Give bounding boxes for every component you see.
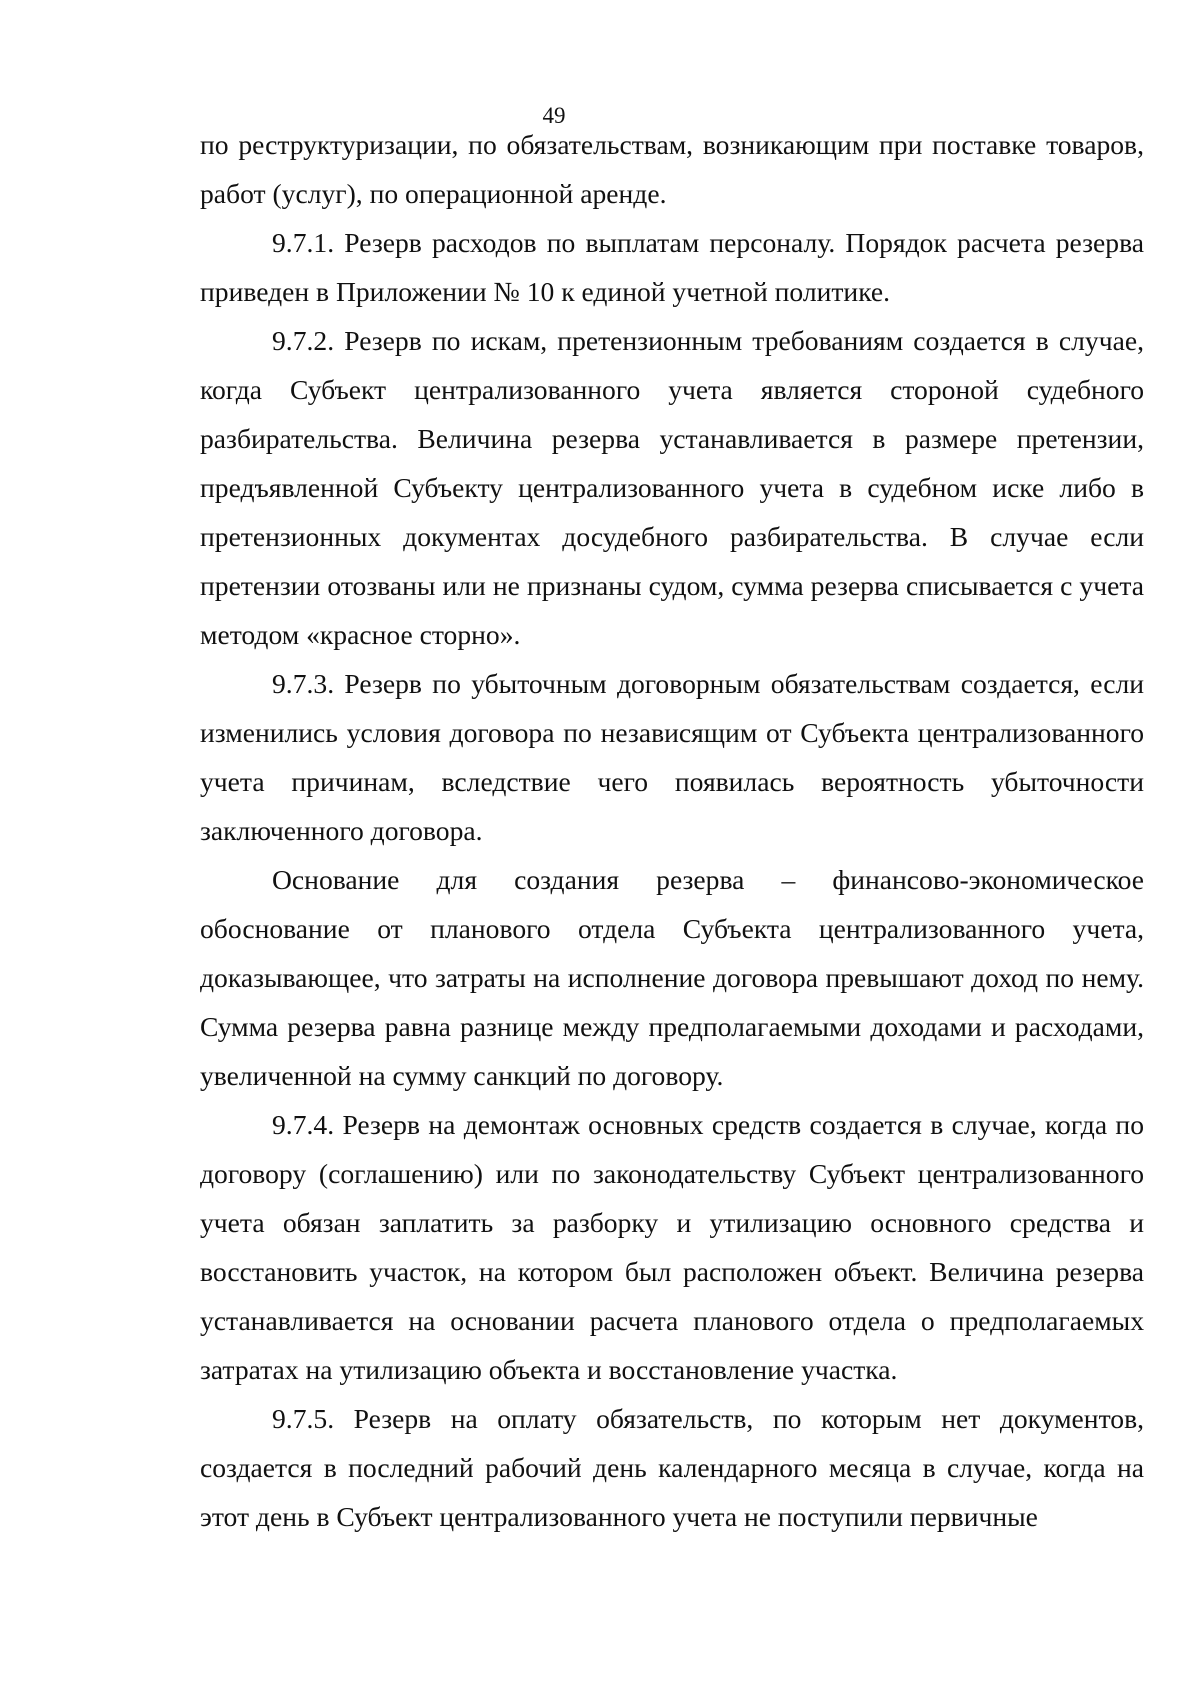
paragraph-9-7-5: 9.7.5. Резерв на оплату обязательств, по которым нет документов, создается в последний рабочий день календарного месяца в случае, когда на этот день в Субъект централизованного учета не поступили первичные — [200, 1403, 1144, 1532]
page-number: 49 — [542, 103, 566, 128]
paragraph-9-7-2: 9.7.2. Резерв по искам, претензионным требованиям создается в случае, когда Субъект централизованного учета является стороной судебного разбирательства. Величина резерва устанавливается в размере претензии, предъявленной Субъекту централизованного учета в судебном иске либо в претензионных документах досудебного разбирательства. В случае если претензии отозваны или не признаны судом, сумма резерва списывается с учета методом «красное сторно». — [200, 325, 1144, 650]
paragraph-9-7-4: 9.7.4. Резерв на демонтаж основных средств создается в случае, когда по договору (соглашению) или по законодательству Субъект централизованного учета обязан заплатить за разборку и утилизацию основного средства и восстановить участок, на котором был расположен объект. Величина резерва устанавливается на основании расчета планового отдела о предполагаемых затратах на утилизацию объекта и восстановление участка. — [200, 1109, 1144, 1385]
paragraph-9-7-3: 9.7.3. Резерв по убыточным договорным обязательствам создается, если изменились условия договора по независящим от Субъекта централизованного учета причинам, вследствие чего появилась вероятность убыточности заключенного договора. — [200, 668, 1144, 846]
paragraph-continuation: по реструктуризации, по обязательствам, возникающим при поставке товаров, работ (услуг), по операционной аренде. — [200, 129, 1144, 209]
document-body — [200, 120, 1144, 1541]
paragraph-9-7-1: 9.7.1. Резерв расходов по выплатам персоналу. Порядок расчета резерва приведен в Приложении № 10 к единой учетной политике. — [200, 227, 1144, 307]
paragraph-basis: Основание для создания резерва – финансово-экономическое обоснование от планового отдела Субъекта централизованного учета, доказывающее, что затраты на исполнение договора превышают доход по нему. Сумма резерва равна разнице между предполагаемыми доходами и расходами, увеличенной на сумму санкций по договору. — [200, 864, 1144, 1091]
